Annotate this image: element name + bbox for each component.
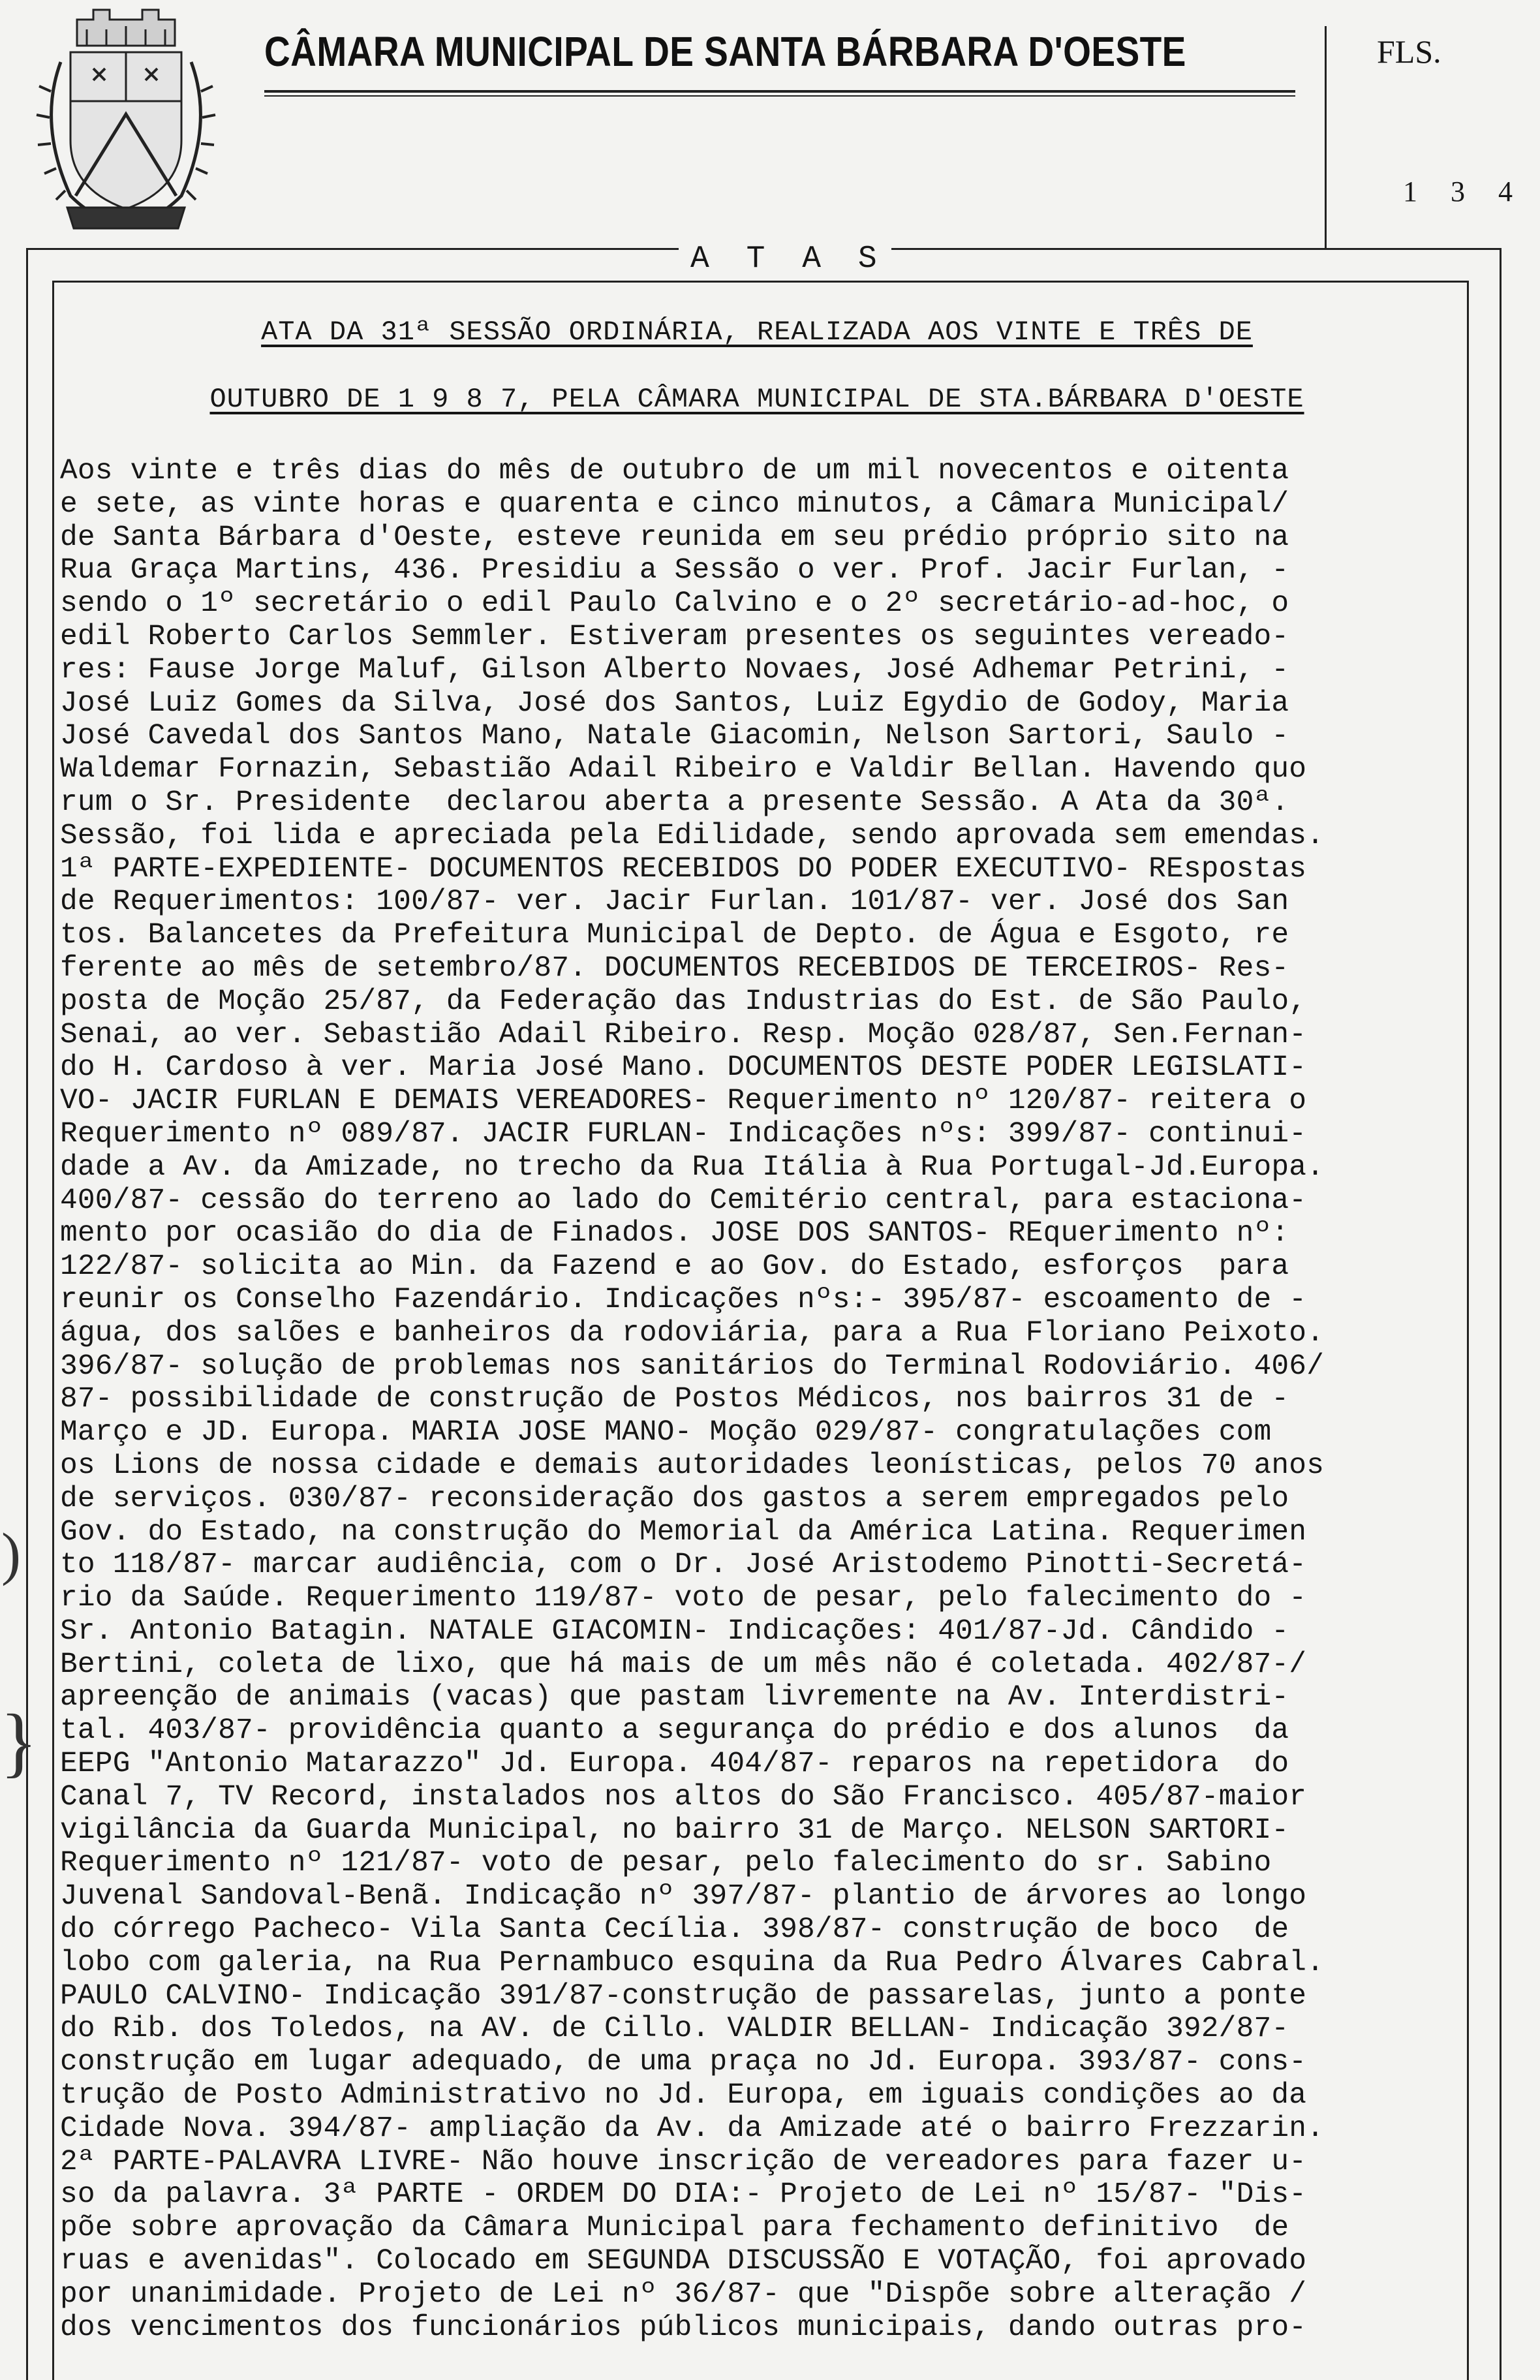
minutes-body-line: sendo o 1º secretário o edil Paulo Calvino e o 2º secretário-ad-hoc, o bbox=[60, 587, 1289, 621]
frame-left bbox=[26, 248, 28, 2380]
minutes-body-line: por unanimidade. Projeto de Lei nº 36/87- que "Dispõe sobre alteração / bbox=[60, 2278, 1307, 2311]
minutes-title-line-1: ATA DA 31ª SESSÃO ORDINÁRIA, REALIZADA AOS VINTE E TRÊS DE bbox=[261, 317, 1253, 348]
minutes-body-line: do Rib. dos Toledos, na AV. de Cillo. VALDIR BELLAN- Indicação 392/87- bbox=[60, 2013, 1289, 2046]
minutes-body-line: to 118/87- marcar audiência, com o Dr. José Aristodemo Pinotti-Secretá- bbox=[60, 1549, 1307, 1582]
minutes-body-line: trução de Posto Administrativo no Jd. Europa, em iguais condições ao da bbox=[60, 2079, 1307, 2112]
minutes-body-line: 396/87- solução de problemas nos sanitários do Terminal Rodoviário. 406/ bbox=[60, 1350, 1325, 1383]
minutes-body-line: lobo com galeria, na Rua Pernambuco esquina da Rua Pedro Álvares Cabral. bbox=[60, 1946, 1325, 1979]
minutes-body-line: ruas e avenidas". Colocado em SEGUNDA DISCUSSÃO E VOTAÇÃO, foi aprovado bbox=[60, 2245, 1307, 2278]
minutes-body-line: José Cavedal dos Santos Mano, Natale Giacomin, Nelson Sartori, Saulo - bbox=[60, 720, 1289, 753]
minutes-body-line: 122/87- solicita ao Min. da Fazend e ao Gov. do Estado, esforços para bbox=[60, 1250, 1289, 1284]
minutes-body-line: Março e JD. Europa. MARIA JOSE MANO- Moção 029/87- congratulações com bbox=[60, 1416, 1272, 1449]
frame-top-left bbox=[26, 248, 679, 250]
minutes-body-line: Senai, ao ver. Sebastião Adail Ribeiro. Resp. Moção 028/87, Sen.Fernan- bbox=[60, 1018, 1307, 1051]
page-number: 1 3 4 bbox=[1403, 176, 1526, 208]
minutes-body-line: rum o Sr. Presidente declarou aberta a presente Sessão. A Ata da 30ª. bbox=[60, 786, 1289, 819]
minutes-body-line: edil Roberto Carlos Semmler. Estiveram presentes os seguintes vereado- bbox=[60, 620, 1289, 653]
minutes-body-line: PAULO CALVINO- Indicação 391/87-construção de passarelas, junto a ponte bbox=[60, 1979, 1307, 2013]
inner-frame-top bbox=[52, 281, 1468, 283]
margin-handwritten-mark: } bbox=[0, 1698, 38, 1785]
minutes-body bbox=[60, 455, 1456, 2344]
minutes-body-line: dade a Av. da Amizade, no trecho da Rua Itália à Rua Portugal-Jd.Europa. bbox=[60, 1151, 1325, 1184]
minutes-body-line: construção em lugar adequado, de uma praça no Jd. Europa. 393/87- cons- bbox=[60, 2046, 1307, 2079]
minutes-body-line: de Requerimentos: 100/87- ver. Jacir Furlan. 101/87- ver. José dos San bbox=[60, 886, 1289, 919]
minutes-body-line: Sr. Antonio Batagin. NATALE GIACOMIN- Indicações: 401/87-Jd. Cândido - bbox=[60, 1615, 1289, 1648]
chamber-name-heading: CÂMARA MUNICIPAL DE SANTA BÁRBARA D'OESTE bbox=[264, 28, 1186, 75]
minutes-body-line: so da palavra. 3ª PARTE - ORDEM DO DIA:- Projeto de Lei nº 15/87- "Dis- bbox=[60, 2178, 1307, 2212]
minutes-body-line: Waldemar Fornazin, Sebastião Adail Ribeiro e Valdir Bellan. Havendo quo bbox=[60, 753, 1307, 786]
minutes-body-line: posta de Moção 25/87, da Federação das Industrias do Est. de São Paulo, bbox=[60, 985, 1307, 1018]
minutes-body-line: EEPG "Antonio Matarazzo" Jd. Europa. 404/87- reparos na repetidora do bbox=[60, 1748, 1289, 1781]
frame-top-right bbox=[848, 248, 1501, 250]
minutes-body-line: dos vencimentos dos funcionários públicos municipais, dando outras pro- bbox=[60, 2311, 1307, 2344]
minutes-title-line-2: OUTUBRO DE 1 9 8 7, PELA CÂMARA MUNICIPAL DE STA.BÁRBARA D'OESTE bbox=[209, 384, 1304, 415]
minutes-body-line: Gov. do Estado, na construção do Memorial da América Latina. Requerimen bbox=[60, 1515, 1307, 1549]
minutes-body-line: do H. Cardoso à ver. Maria José Mano. DOCUMENTOS DESTE PODER LEGISLATI- bbox=[60, 1051, 1307, 1085]
minutes-body-line: de serviços. 030/87- reconsideração dos gastos a serem empregados pelo bbox=[60, 1482, 1289, 1515]
minutes-body-line: Juvenal Sandoval-Benã. Indicação nº 397/87- plantio de árvores ao longo bbox=[60, 1880, 1307, 1913]
minutes-body-line: rio da Saúde. Requerimento 119/87- voto de pesar, pelo falecimento do - bbox=[60, 1582, 1307, 1615]
minutes-body-line: tal. 403/87- providência quanto a segurança do prédio e dos alunos da bbox=[60, 1714, 1289, 1748]
minutes-body-line: ferente ao mês de setembro/87. DOCUMENTOS RECEBIDOS DE TERCEIROS- Res- bbox=[60, 951, 1289, 985]
minutes-body-line: Rua Graça Martins, 436. Presidiu a Sessão o ver. Prof. Jacir Furlan, - bbox=[60, 554, 1289, 587]
minutes-body-line: VO- JACIR FURLAN E DEMAIS VEREADORES- Requerimento nº 120/87- reitera o bbox=[60, 1085, 1307, 1118]
inner-frame-left bbox=[52, 281, 54, 2380]
minutes-body-line: Aos vinte e três dias do mês de outubro de um mil novecentos e oitenta bbox=[60, 455, 1289, 487]
minutes-body-line: Bertini, coleta de lixo, que há mais de um mês não é coletada. 402/87-/ bbox=[60, 1648, 1307, 1681]
minutes-body-line: Sessão, foi lida e apreciada pela Edilidade, sendo aprovada sem emendas. bbox=[60, 819, 1325, 852]
minutes-body-line: 87- possibilidade de construção de Postos Médicos, nos bairros 31 de - bbox=[60, 1383, 1289, 1416]
minutes-body-line: Requerimento nº 121/87- voto de pesar, pelo falecimento do sr. Sabino bbox=[60, 1847, 1272, 1880]
minutes-body-line: res: Fause Jorge Maluf, Gilson Alberto Novaes, José Adhemar Petrini, - bbox=[60, 653, 1289, 687]
minutes-body-line: 2ª PARTE-PALAVRA LIVRE- Não houve inscrição de vereadores para fazer u- bbox=[60, 2145, 1307, 2178]
frame-right bbox=[1500, 248, 1502, 2380]
minutes-body-line: Canal 7, TV Record, instalados nos altos do São Francisco. 405/87-maior bbox=[60, 1780, 1307, 1814]
margin-bracket-mark: ) bbox=[1, 1522, 21, 1586]
minutes-body-line: mento por ocasião do dia de Finados. JOSE DOS SANTOS- REquerimento nº: bbox=[60, 1217, 1289, 1250]
coat-of-arms-icon bbox=[31, 0, 221, 235]
minutes-body-line: do córrego Pacheco- Vila Santa Cecília. 398/87- construção de boco de bbox=[60, 1913, 1289, 1947]
minutes-body-line: os Lions de nossa cidade e demais autoridades leonísticas, pelos 70 anos bbox=[60, 1449, 1325, 1482]
section-label: A T A S bbox=[685, 241, 891, 277]
minutes-body-line: água, dos salões e banheiros da rodoviária, para a Rua Floriano Peixoto. bbox=[60, 1316, 1325, 1350]
minutes-body-line: Requerimento nº 089/87. JACIR FURLAN- Indicações nºs: 399/87- continui- bbox=[60, 1117, 1307, 1151]
minutes-body-line: de Santa Bárbara d'Oeste, esteve reunida em seu prédio próprio sito na bbox=[60, 521, 1289, 554]
minutes-body-line: 400/87- cessão do terreno ao lado do Cemitério central, para estaciona- bbox=[60, 1184, 1307, 1217]
minutes-body-line: Cidade Nova. 394/87- ampliação da Av. da Amizade até o bairro Frezzarin. bbox=[60, 2112, 1325, 2145]
fls-divider bbox=[1325, 26, 1327, 248]
header-rule bbox=[264, 90, 1295, 93]
minutes-body-line: 1ª PARTE-EXPEDIENTE- DOCUMENTOS RECEBIDOS DO PODER EXECUTIVO- REspostas bbox=[60, 852, 1307, 886]
minutes-body-line: tos. Balancetes da Prefeitura Municipal de Depto. de Água e Esgoto, re bbox=[60, 919, 1289, 952]
minutes-body-line: e sete, as vinte horas e quarenta e cinco minutos, a Câmara Municipal/ bbox=[60, 487, 1289, 521]
minutes-body-line: José Luiz Gomes da Silva, José dos Santos, Luiz Egydio de Godoy, Maria bbox=[60, 687, 1289, 720]
fls-label: FLS. bbox=[1377, 33, 1441, 70]
header-rule-thin bbox=[264, 95, 1295, 97]
minutes-body-line: apreenção de animais (vacas) que pastam livremente na Av. Interdistri- bbox=[60, 1681, 1289, 1714]
minutes-body-line: reunir os Conselho Fazendário. Indicações nºs:- 395/87- escoamento de - bbox=[60, 1283, 1307, 1316]
inner-frame-right bbox=[1467, 281, 1469, 2380]
minutes-body-line: põe sobre aprovação da Câmara Municipal para fechamento definitivo de bbox=[60, 2212, 1289, 2245]
minutes-body-line: vigilância da Guarda Municipal, no bairro 31 de Março. NELSON SARTORI- bbox=[60, 1814, 1289, 1847]
